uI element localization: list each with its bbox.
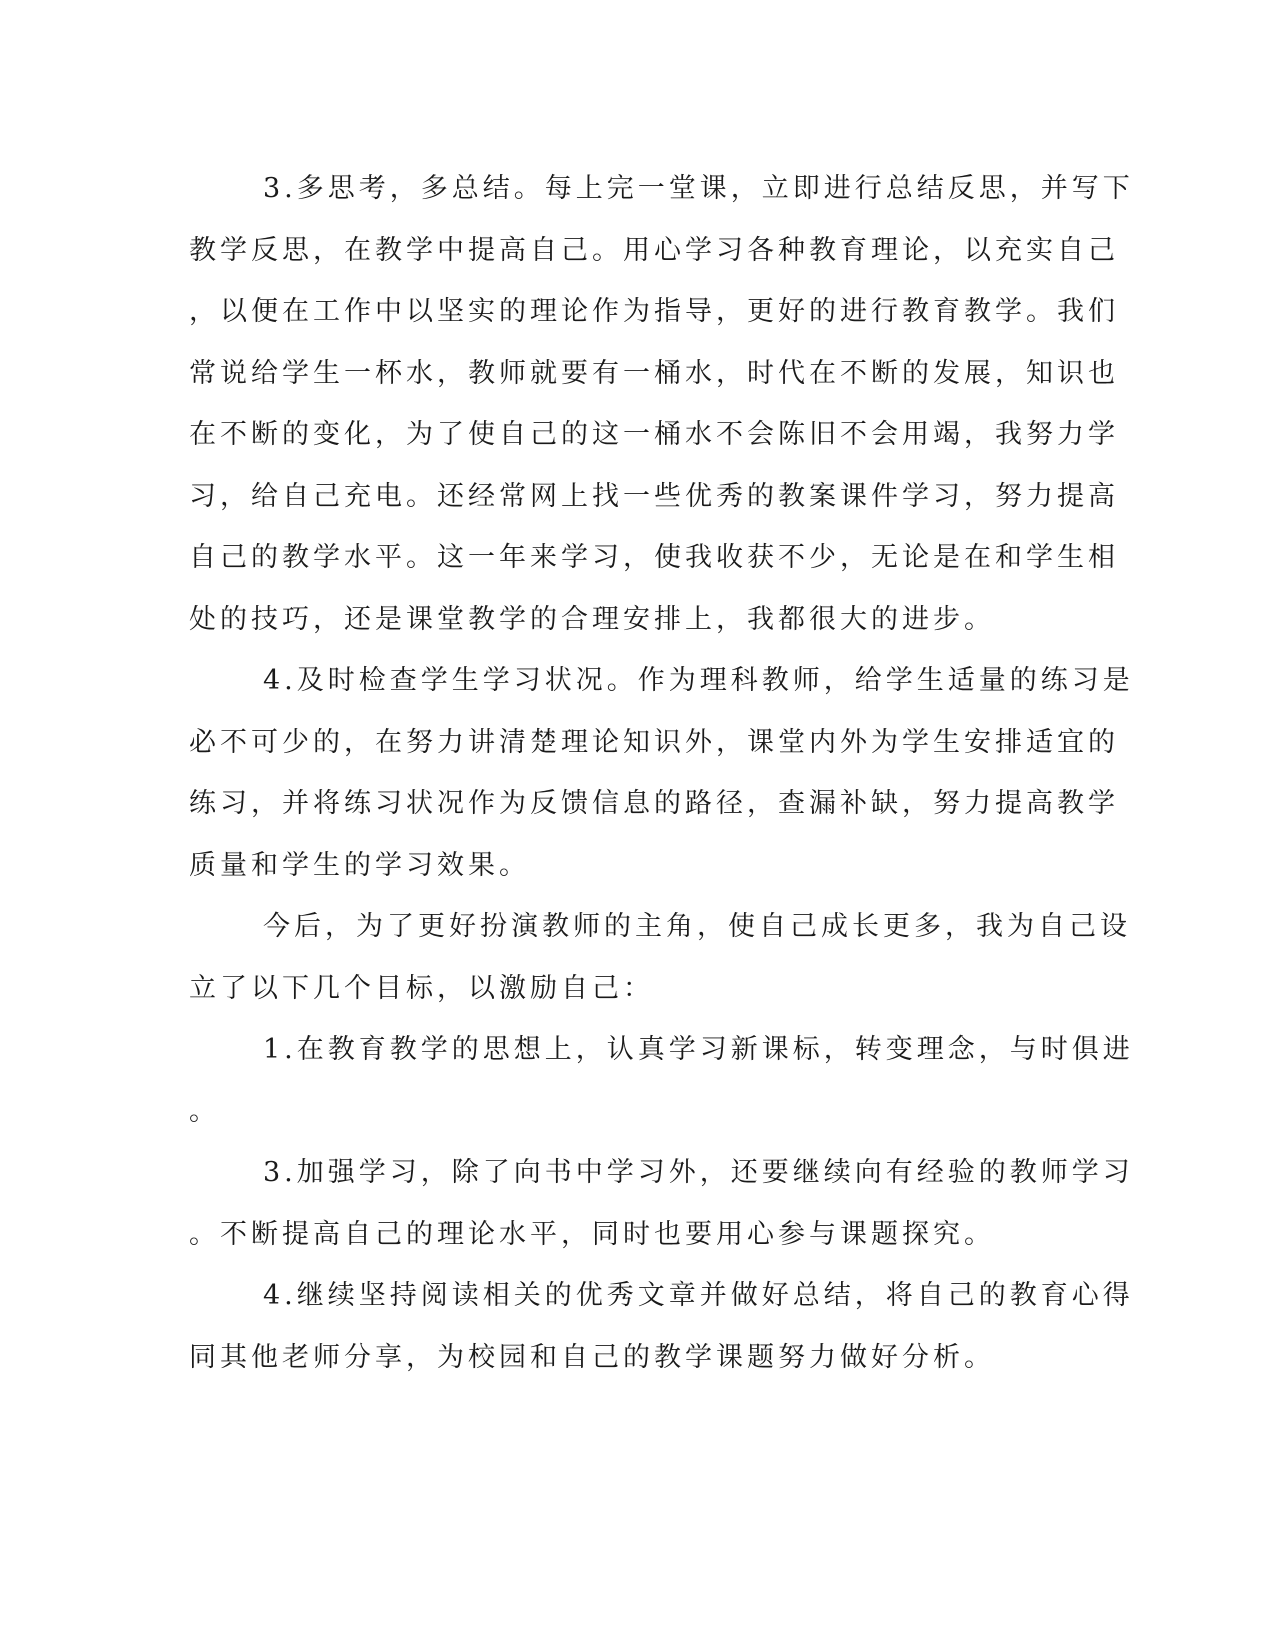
- paragraph-line: 教学反思，在教学中提高自己。用心学习各种教育理论，以充实自己: [189, 234, 1119, 266]
- paragraph-line: ，以便在工作中以坚实的理论作为指导，更好的进行教育教学。我们: [189, 296, 1119, 327]
- paragraph-line: 。: [189, 1095, 220, 1127]
- paragraph-line: 常说给学生一杯水，教师就要有一桶水，时代在不断的发展，知识也: [189, 357, 1119, 389]
- paragraph-line: 。不断提高自己的理论水平，同时也要用心参与课题探究。: [189, 1218, 995, 1250]
- paragraph-line: 处的技巧，还是课堂教学的合理安排上，我都很大的进步。: [189, 603, 995, 635]
- paragraph-line: 同其他老师分享，为校园和自己的教学课题努力做好分析。: [189, 1341, 995, 1373]
- paragraph-line: 立了以下几个目标，以激励自己：: [189, 972, 654, 1004]
- document-body: [189, 158, 1134, 1388]
- paragraph-line: 在不断的变化，为了使自己的这一桶水不会陈旧不会用竭，我努力学: [189, 419, 1119, 450]
- paragraph-line: 今后，为了更好扮演教师的主角，使自己成长更多，我为自己设: [263, 911, 1131, 942]
- paragraph-line: 习，给自己充电。还经常网上找一些优秀的教案课件学习，努力提高: [189, 480, 1119, 512]
- paragraph-line: 自己的教学水平。这一年来学习，使我收获不少，无论是在和学生相: [189, 542, 1119, 573]
- paragraph-line: 4.继续坚持阅读相关的优秀文章并做好总结，将自己的教育心得: [263, 1280, 1134, 1311]
- paragraph-line: 必不可少的，在努力讲清楚理论知识外，课堂内外为学生安排适宜的: [189, 726, 1119, 758]
- paragraph-line: 3.加强学习，除了向书中学习外，还要继续向有经验的教师学习: [263, 1157, 1134, 1188]
- paragraph-line: 4.及时检查学生学习状况。作为理科教师，给学生适量的练习是: [263, 665, 1134, 696]
- paragraph-line: 3.多思考，多总结。每上完一堂课，立即进行总结反思，并写下: [263, 173, 1134, 204]
- paragraph-line: 1.在教育教学的思想上，认真学习新课标，转变理念，与时俱进: [263, 1034, 1134, 1065]
- paragraph-line: 练习，并将练习状况作为反馈信息的路径，查漏补缺，努力提高教学: [189, 788, 1119, 819]
- paragraph-line: 质量和学生的学习效果。: [189, 849, 530, 881]
